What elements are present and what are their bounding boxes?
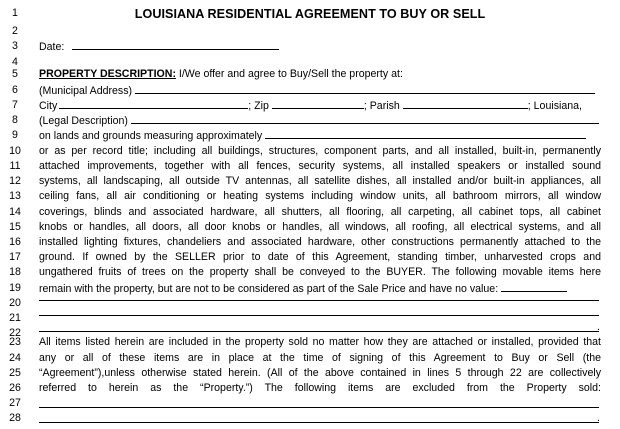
body-line-24: any or all of these items are in place at the time of signing of this Agreement to Buy or Sell (the <box>39 352 601 364</box>
body-line-23: All items listed herein are included in the property sold no matter how they are attached or installed, provided that <box>39 336 601 348</box>
line-number: 23 <box>9 336 21 348</box>
line-number: 19 <box>9 282 21 294</box>
date-row <box>39 40 601 53</box>
line-number: 20 <box>9 297 21 309</box>
movable-items-line-22[interactable] <box>39 331 599 332</box>
zip-field[interactable] <box>272 99 364 109</box>
line-number: 5 <box>12 68 18 80</box>
body-line-11: attached improvements, together with all fences, security systems, all installed speakers or installed sound <box>39 160 601 172</box>
line-number: 27 <box>9 397 21 409</box>
excluded-items-line-28[interactable] <box>39 422 599 423</box>
body-line-18: ungathered fruits of trees on the property shall be conveyed to the BUYER. The following movable items here <box>39 266 601 278</box>
body-line-26: referred to herein as the “Property.”) The following items are excluded from the Property sold: <box>39 382 601 394</box>
body-line-10: or as per record title; including all buildings, structures, component parts, and all installed, built-in, permanently <box>39 145 601 157</box>
municipal-address-field[interactable] <box>135 84 595 94</box>
line-number: 3 <box>12 40 18 52</box>
line-number: 28 <box>9 412 21 424</box>
measuring-row <box>39 129 601 142</box>
property-description-row: PROPERTY DESCRIPTION: I/We offer and agree to Buy/Sell the property at: <box>39 68 403 80</box>
line-number: 11 <box>9 160 21 172</box>
parish-field[interactable] <box>403 99 528 109</box>
line-number: 26 <box>9 382 21 394</box>
municipal-address-row <box>39 84 601 97</box>
line-number: 10 <box>9 145 21 157</box>
property-intro-text: I/We offer and agree to Buy/Sell the property at: <box>175 68 403 80</box>
line-number: 8 <box>12 114 18 126</box>
movable-items-field[interactable] <box>501 282 567 292</box>
parish-label: ; Parish <box>363 100 400 112</box>
line-number: 18 <box>9 266 21 278</box>
line-number: 17 <box>9 251 21 263</box>
legal-description-field[interactable] <box>131 114 599 124</box>
zip-label: ; Zip <box>248 100 269 112</box>
date-label: Date: <box>39 41 65 53</box>
measuring-field[interactable] <box>265 129 586 139</box>
line-number: 4 <box>12 56 18 68</box>
line-number: 16 <box>9 236 21 248</box>
legal-description-label: (Legal Description) <box>39 115 128 127</box>
line-number: 9 <box>12 129 18 141</box>
body-line-19 <box>39 282 601 295</box>
line-number: 24 <box>9 352 21 364</box>
body-line-13: ceiling fans, all air conditioning or heating systems including window units, all bathroom mirrors, all window <box>39 190 601 202</box>
line-number: 2 <box>12 25 18 37</box>
line-number: 13 <box>9 190 21 202</box>
city-field[interactable] <box>59 99 248 109</box>
city-label: City <box>39 100 58 112</box>
date-field[interactable] <box>72 40 279 50</box>
line-number: 7 <box>12 99 18 111</box>
excluded-items-line-27[interactable] <box>39 407 599 408</box>
body-line-16: installed lighting fixtures, chandeliers and associated hardware, other constructions permanently attached to the <box>39 236 601 248</box>
property-description-heading: PROPERTY DESCRIPTION <box>39 68 173 80</box>
document-title: LOUISIANA RESIDENTIAL AGREEMENT TO BUY OR SELL <box>134 7 486 21</box>
line-number: 12 <box>9 175 21 187</box>
municipal-address-label: (Municipal Address) <box>39 85 133 97</box>
line-number: 21 <box>9 312 21 324</box>
line-number: 22 <box>9 327 21 339</box>
body-line-17: ground. If owned by the SELLER prior to date of this Agreement, standing timber, unharvested crops and <box>39 251 601 263</box>
line-number: 1 <box>12 7 18 19</box>
measuring-label: on lands and grounds measuring approximately <box>39 130 263 142</box>
body-line-14: coverings, blinds and associated hardware, all shutters, all flooring, all carpeting, all cabinet tops, all cabinet <box>39 206 601 218</box>
line-number: 14 <box>9 206 21 218</box>
line-number: 6 <box>12 84 18 96</box>
legal-description-row <box>39 114 601 127</box>
body-line-25: “Agreement”),unless otherwise stated herein. (All of the above contained in lines 5 through 22 are collectively <box>39 367 601 379</box>
movable-items-line-20[interactable] <box>39 300 599 301</box>
line-number: 25 <box>9 367 21 379</box>
city-zip-parish-row <box>39 99 601 112</box>
line-22-period: . <box>597 321 600 333</box>
movable-items-line-21[interactable] <box>39 315 599 316</box>
louisiana-label: ; Louisiana, <box>527 100 582 112</box>
movable-items-text: remain with the property, but are not to be considered as part of the Sale Price and have no value: <box>39 283 499 295</box>
line-28-period: . <box>597 412 600 424</box>
body-line-15: knobs or handles, all doors, all door knobs or handles, all windows, all roofing, all electrical systems, and all <box>39 221 601 233</box>
body-line-12: systems, all landscaping, all outside TV antennas, all satellite dishes, all installed and/or built-in appliances, all <box>39 175 601 187</box>
line-number: 15 <box>9 221 21 233</box>
